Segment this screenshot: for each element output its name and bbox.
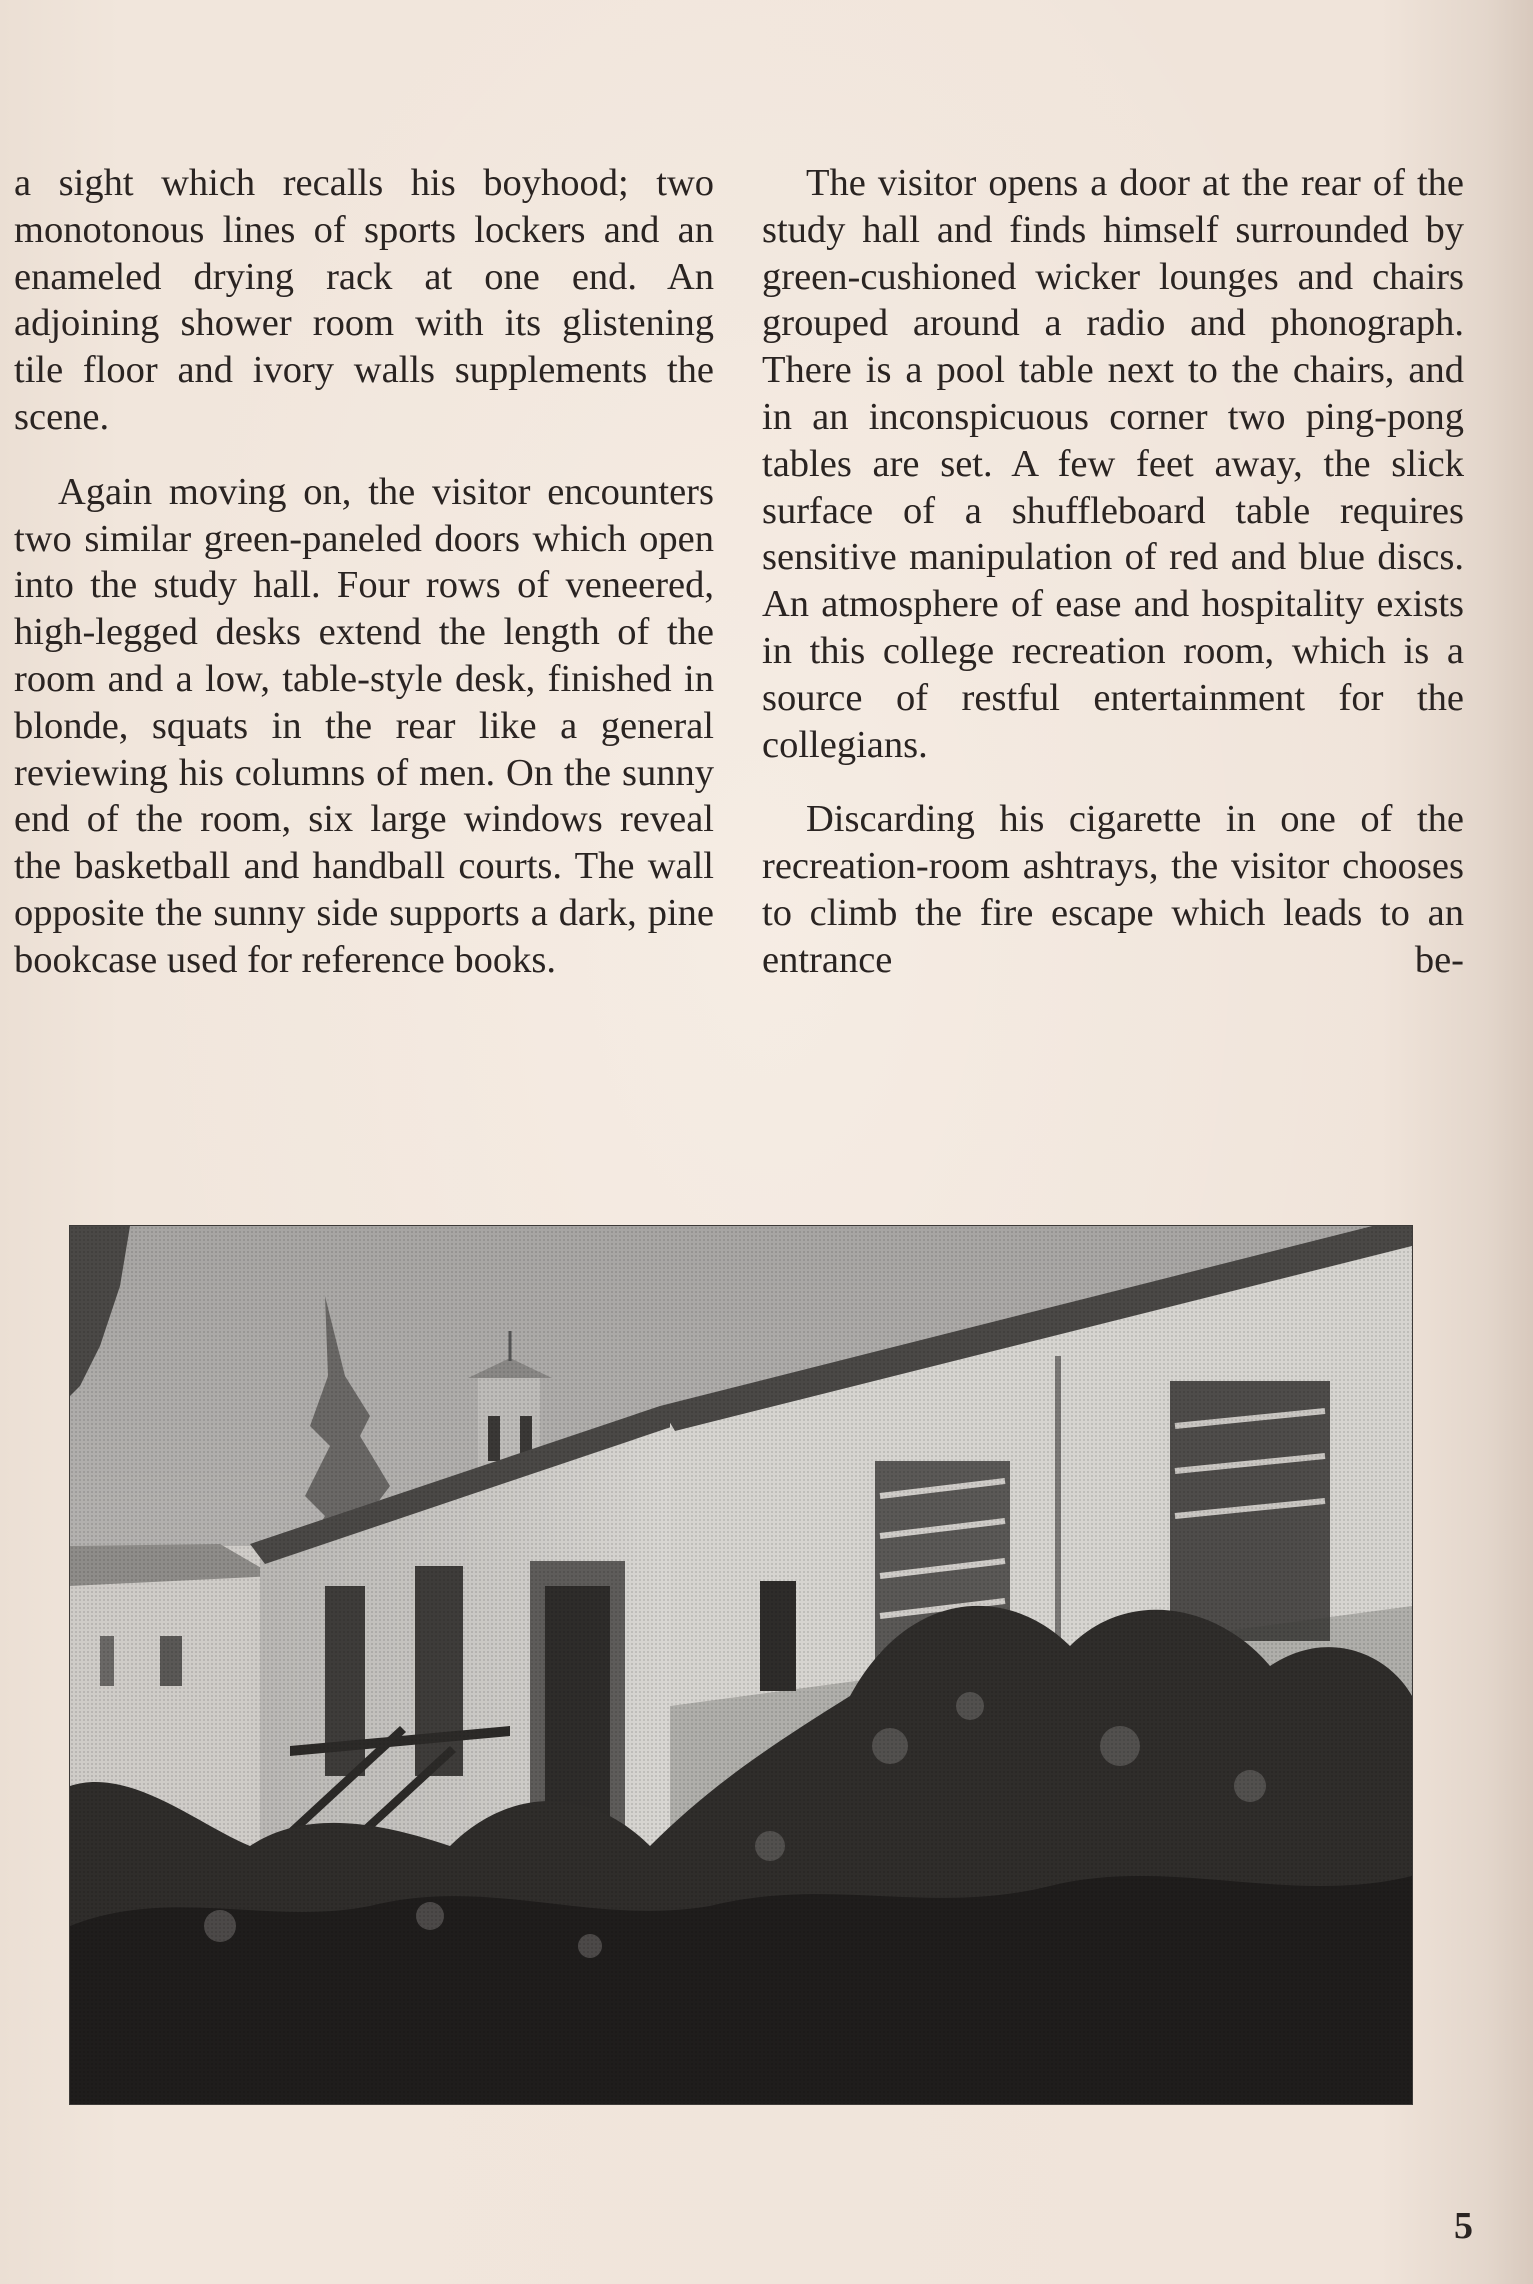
photo-illustration bbox=[70, 1226, 1412, 2104]
left-text-column bbox=[14, 160, 714, 1012]
right-text-column bbox=[762, 160, 1464, 1012]
paragraph-recreation-room: The visitor opens a door at the rear of the study hall and finds himself surrounded by green-cushioned wicker lounges and chairs grouped around a radio and phonograph. There is a pool table next to the chairs, and in an inconspicuous corner two ping-pong tables are set. A few feet away, the slick surface of a shuffleboard table requires sensitive manipulation of red and blue discs. An atmosphere of ease and hospitality exists in this college recreation room, which is a source of restful entertainment for the collegians. bbox=[762, 162, 1464, 766]
paragraph-study-hall: Again moving on, the visitor encounters two similar green-paneled doors which open into the study hall. Four rows of veneered, high-legged desks extend the length of the room and a low, table-style desk, finished in blonde, squats in the rear like a general reviewing his columns of men. On the sunny end of the room, six large windows reveal the basketball and handball courts. The wall opposite the sunny side supports a dark, pine bookcase used for reference books. bbox=[14, 470, 714, 981]
building-exterior-photo bbox=[70, 1226, 1412, 2104]
page-number: 5 bbox=[1454, 2205, 1473, 2247]
paragraph-locker-room: a sight which recalls his boyhood; two monotonous lines of sports lockers and an enameled drying rack at one end. An adjoining shower room with its glistening tile floor and ivory walls supplements the scene. bbox=[14, 162, 714, 438]
paragraph-fire-escape: Discarding his cigarette in one of the recreation-room ashtrays, the visitor chooses to climb the fire escape which leads to an entrance be- bbox=[762, 798, 1464, 981]
